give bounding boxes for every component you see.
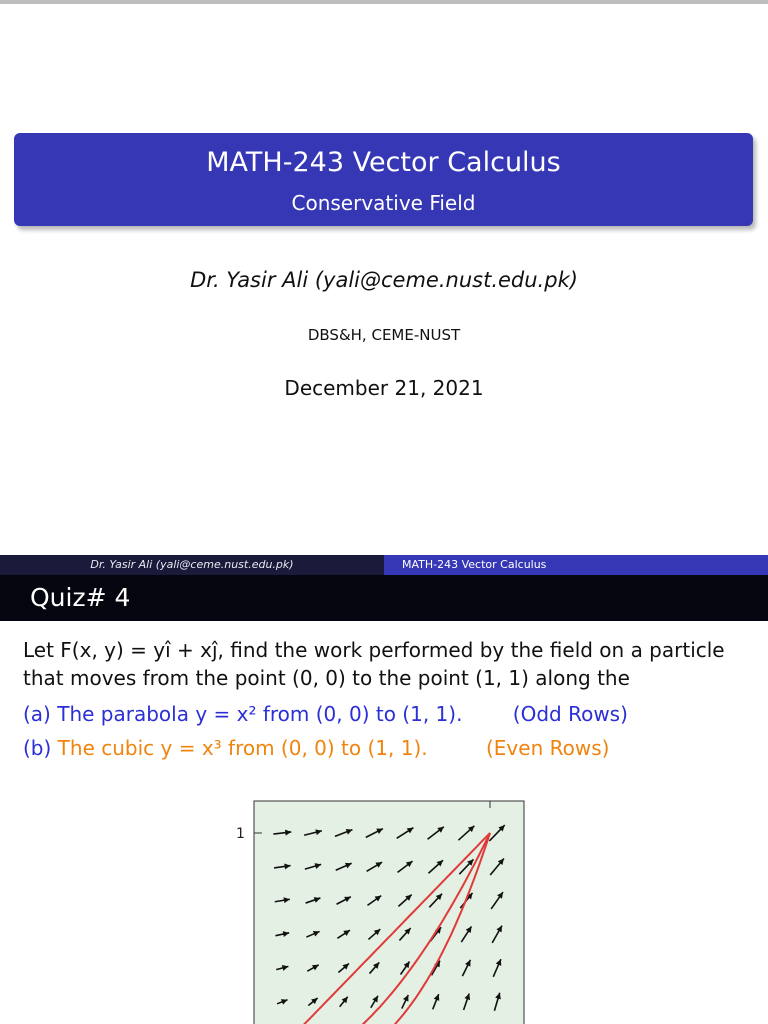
item-b-label: (b) bbox=[23, 736, 52, 760]
presentation-title: MATH-243 Vector Calculus bbox=[206, 147, 561, 178]
frame-title-bar bbox=[0, 575, 768, 621]
title-box bbox=[14, 133, 753, 226]
institute: DBS&H, CEME-NUST bbox=[307, 326, 461, 344]
intro-prefix: Let bbox=[23, 638, 61, 662]
footer-author: Dr. Yasir Ali (yali@ceme.nust.edu.pk) bbox=[0, 555, 384, 575]
author: Dr. Yasir Ali (yali@ceme.nust.edu.pk) bbox=[190, 268, 578, 292]
footer-course: MATH-243 Vector Calculus bbox=[384, 555, 768, 575]
presentation-subtitle: Conservative Field bbox=[291, 191, 476, 215]
item-a-text: The parabola y = x² from (0, 0) to (1, 1). bbox=[57, 702, 463, 726]
date: December 21, 2021 bbox=[284, 376, 484, 400]
item-b-text: The cubic y = x³ from (0, 0) to (1, 1). bbox=[57, 736, 428, 760]
vector-field-figure bbox=[228, 796, 538, 1024]
footer-bar bbox=[0, 555, 768, 575]
intro-suffix: , find the work performed by the field on a particle that moves from the point (0, 0) to the point (1, 1) along the bbox=[23, 638, 725, 690]
frame-title: Quiz# 4 bbox=[30, 583, 131, 612]
problem-statement bbox=[23, 636, 753, 692]
item-a-tag: (Odd Rows) bbox=[512, 702, 628, 726]
top-rule bbox=[0, 0, 768, 4]
vector-field: F(x, y) = yî + xĵ bbox=[60, 638, 218, 662]
item-b-tag: (Even Rows) bbox=[485, 736, 610, 760]
plot-area bbox=[254, 801, 524, 1024]
item-a bbox=[23, 700, 628, 728]
item-a-label: (a) bbox=[23, 702, 51, 726]
y-tick-label: 1 bbox=[236, 826, 245, 842]
item-b bbox=[23, 734, 609, 762]
